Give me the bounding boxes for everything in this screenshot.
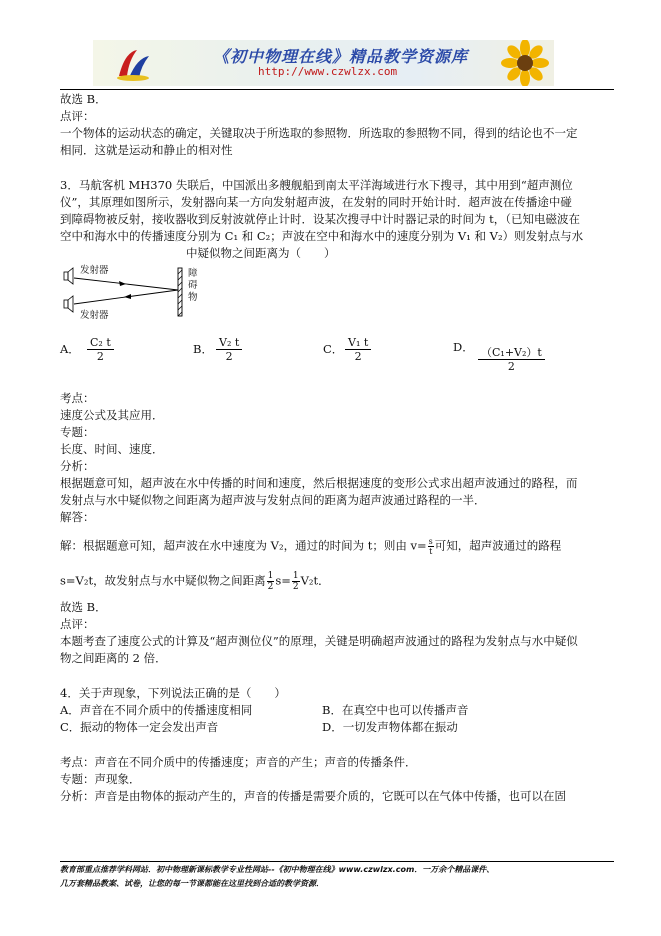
q3-option-d-letter: D． (453, 340, 474, 354)
q4-fenxi: 分析：声音是由物体的振动产生的，声音的传播是需要介质的，它既可以在气体中传播，也可以在固 (60, 789, 566, 803)
q3-speed-fraction (428, 537, 434, 556)
q3-option-c-fraction (345, 336, 371, 363)
q4-option-a: A．声音在不同介质中的传播速度相同 (60, 703, 253, 717)
q3-option-a-numerator: C₂ t (87, 336, 114, 350)
obstacle-label: 障碍物 (188, 268, 198, 303)
q3-half-fraction (267, 571, 275, 592)
q4-zhuanti: 专题：声现象． (60, 772, 141, 786)
banner-title: 《初中物理在线》精品教学资源库 (213, 47, 469, 66)
q2-comment-line: 一个物体的运动状态的确定，关键取决于所选取的参照物．所选取的参照物不同，得到的结论也不一定 (60, 126, 578, 140)
q4-stem: 4．关于声现象，下列说法正确的是（ ） (60, 686, 286, 700)
q3-option-b-letter: B． (193, 342, 213, 356)
q3-option-c-denominator: 2 (354, 350, 362, 363)
q3-option-a-letter: A． (60, 342, 80, 356)
q3-zhuanti: 长度、时间、速度． (60, 442, 164, 456)
q3-stem-line: 3．马航客机 MH370 失联后，中国派出多艘舰船到南太平洋海域进行水下搜寻，其中用到“超声测位 (60, 178, 573, 192)
q3-option-a-denominator: 2 (96, 350, 104, 363)
sunflower-icon (493, 40, 554, 86)
q3-half-fraction-num: 1 (292, 571, 299, 581)
ultrasonic-diagram (60, 262, 220, 322)
q3-solution-line2 (60, 571, 330, 592)
q3-solution-text: 可知，超声波通过的路程 (434, 538, 562, 553)
q3-half-fraction-den: 2 (267, 582, 274, 592)
q3-option-d-fraction (478, 346, 545, 373)
q3-fenxi-line: 根据题意可知，超声波在水中传播的时间和速度，然后根据速度的变形公式求出超声波通过的路程，而 (60, 476, 578, 490)
q3-half-fraction (292, 571, 300, 592)
emitter-label-top: 发射器 (80, 265, 109, 276)
q3-kaodian-label: 考点： (60, 391, 95, 405)
q4-kaodian: 考点：声音在不同介质中的传播速度；声音的产生；声音的传播条件． (60, 755, 417, 769)
q2-comment-label: 点评： (60, 109, 95, 123)
q3-half-fraction-num: 1 (267, 571, 274, 581)
q3-stem-line: 到障碍物被反射，接收器收到反射波就停止计时．设某次搜寻中计时器记录的时间为 t，（已知电磁波在 (60, 212, 581, 226)
header-banner (93, 40, 554, 86)
q3-speed-fraction-num: s (428, 537, 433, 546)
footer-line: 几万套精品教案、试卷，让您的每一节课都能在这里找到合适的教学资源． (60, 879, 324, 888)
footer-line: 教育部重点推荐学科网站．初中物理新课标教学专业性网站--《初中物理在线》www.czwlzx.com．一万余个精品课件、 (60, 865, 495, 874)
q3-jieda-label: 解答： (60, 510, 95, 524)
q3-solution-text: s= (275, 573, 291, 588)
q3-comment-line: 本题考查了速度公式的计算及“超声测位仪”的原理，关键是明确超声波通过的路程为发射点与水中疑似 (60, 634, 578, 648)
q3-option-b-denominator: 2 (225, 350, 233, 363)
q2-answer: 故选 B． (60, 92, 107, 106)
q3-option-d-denominator: 2 (507, 360, 515, 373)
q3-solution-text: V₂t． (300, 573, 330, 588)
site-logo-icon (115, 46, 151, 82)
q3-stem-line: 仪”，其原理如图所示，发射器向某一方向发射超声波，在发射的同时开始计时．超声波在传播途中碰 (60, 195, 572, 209)
q3-option-c-numerator: V₁ t (345, 336, 371, 350)
header-rule (60, 89, 614, 90)
q3-speed-fraction-den: t (429, 547, 433, 556)
q3-option-c-letter: C． (323, 342, 344, 356)
q4-option-c: C．振动的物体一定会发出声音 (60, 720, 219, 734)
q3-solution-line1 (60, 537, 561, 556)
q3-option-d-numerator: （C₁+V₂）t (478, 346, 545, 360)
emitter-label-bottom: 发射器 (80, 310, 109, 321)
q3-fenxi-line: 发射点与水中疑似物之间距离为超声波与发射点间的距离为超声波通过路程的一半． (60, 493, 486, 507)
q4-option-d: D．一切发声物体都在振动 (322, 720, 458, 734)
q3-half-fraction-den: 2 (292, 582, 299, 592)
q3-solution-text: 解：根据题意可知，超声波在水中速度为 V₂，通过的时间为 t；则由 v= (60, 538, 427, 553)
q3-comment-line: 物之间距离的 2 倍． (60, 651, 167, 665)
q3-option-a-fraction (87, 336, 114, 363)
q2-comment-line: 相同．这就是运动和静止的相对性 (60, 143, 233, 157)
q3-stem-line: 中疑似物之间距离为（ ） (186, 246, 336, 260)
q3-zhuanti-label: 专题： (60, 425, 95, 439)
q3-solution-text: s=V₂t，故发射点与水中疑似物之间距离 (60, 573, 266, 588)
banner-url: http://www.czwlzx.com (258, 65, 398, 78)
q3-fenxi-label: 分析： (60, 459, 95, 473)
q3-option-b-numerator: V₂ t (216, 336, 242, 350)
q3-option-b-fraction (216, 336, 242, 363)
q3-answer: 故选 B． (60, 600, 107, 614)
q3-kaodian: 速度公式及其应用． (60, 408, 164, 422)
q3-comment-label: 点评： (60, 617, 95, 631)
footer-rule (60, 861, 614, 862)
q4-option-b: B．在真空中也可以传播声音 (322, 703, 469, 717)
q3-stem-line: 空中和海水中的传播速度分别为 C₁ 和 C₂；声波在空中和海水中的速度分别为 V₁ 和 V₂）则发射点与水 (60, 229, 584, 243)
